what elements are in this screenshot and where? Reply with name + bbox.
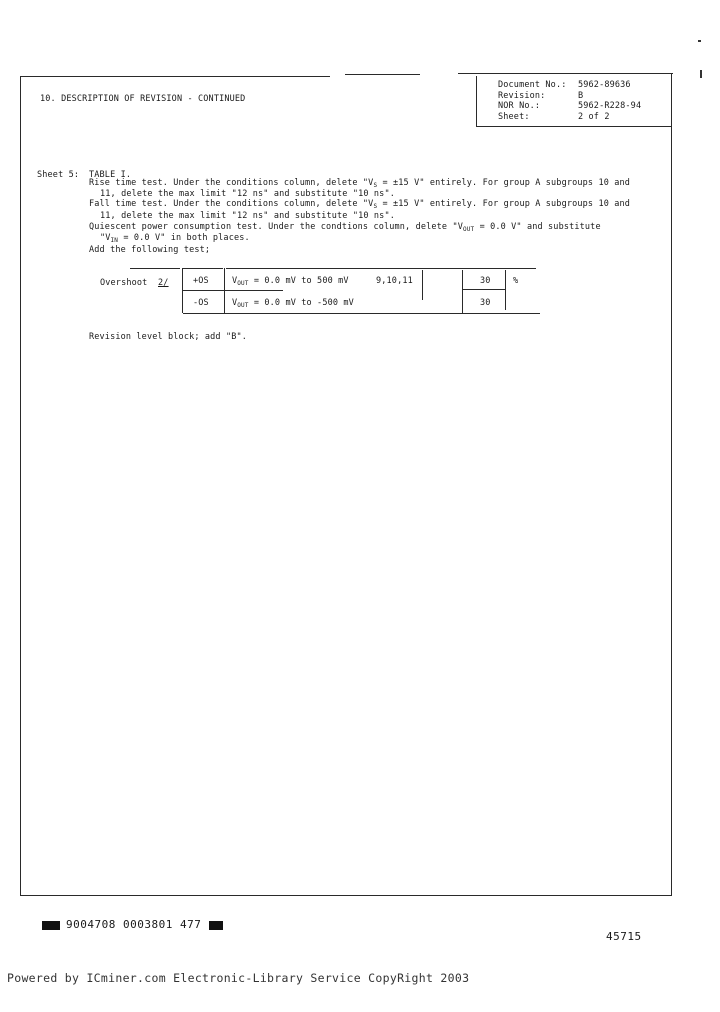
fall-time-line-2: 11, delete the max limit "12 ns" and substitute "10 ns". (100, 211, 395, 221)
doc-number-label: Document No.: (498, 80, 567, 90)
barcode-block-left (42, 921, 60, 930)
scan-mark (698, 40, 701, 42)
add-test-line: Add the following test; (89, 245, 211, 255)
barcode-text: 9004708 0003801 477 (66, 918, 202, 931)
quiescent-line-2: "$V_{IN} = 0.0$ V" in both places. (100, 233, 250, 244)
sheet-value: 2 of 2 (578, 112, 610, 122)
table-col-divider (422, 270, 423, 300)
nor-number-value: 5962-R228-94 (578, 101, 642, 111)
rise-time-line-1: Rise time test. Under the conditions column, delete "$V_S = \pm 15$ V" entirely. For group A subgroups 10 and (89, 178, 631, 189)
row-1-subgroups: 9,10,11 (376, 276, 413, 286)
table-rule-mid (463, 289, 505, 290)
test-note: 2/ (158, 278, 169, 288)
quiescent-line-1: Quiescent power consumption test. Under the condtions column, delete "$V_{OUT} = 0.0$ V" and substitute (89, 222, 601, 233)
row-1-limit: 30 (480, 276, 491, 286)
frame-right-line (671, 73, 672, 896)
footer-copyright: Powered by ICminer.com Electronic-Library Service CopyRight 2003 (7, 971, 470, 985)
table-rule-top (183, 268, 223, 269)
revision-value: B (578, 91, 584, 101)
row-1-unit: % (513, 276, 519, 286)
table-rule-bottom (183, 313, 540, 314)
table-col-divider (462, 270, 463, 313)
barcode-line (42, 918, 223, 931)
frame-top-line (20, 76, 330, 77)
table-col-divider (224, 268, 225, 313)
section-title: 10. DESCRIPTION OF REVISION - CONTINUED (40, 94, 246, 104)
frame-bottom-line (20, 895, 672, 896)
sheet-label: Sheet: (498, 112, 530, 122)
frame-top-line-right (345, 74, 420, 75)
barcode-block-right (209, 921, 223, 930)
frame-top-line-right2 (458, 73, 673, 74)
revision-label: Revision: (498, 91, 546, 101)
row-2-condition: $V_{OUT} = 0.0$ mV to -500 mV (232, 298, 354, 309)
table-rule-top (130, 268, 180, 269)
table-rule-top (226, 268, 536, 269)
frame-left-line (20, 76, 21, 896)
page-number: 45715 (606, 930, 642, 943)
fall-time-line-1: Fall time test. Under the conditions column, delete "$V_S = \pm 15$ V" entirely. For group A subgroups 10 and (89, 199, 631, 210)
table-col-divider (182, 268, 183, 313)
scan-mark (700, 70, 702, 78)
revision-block-note: Revision level block; add "B". (89, 332, 248, 342)
nor-number-label: NOR No.: (498, 101, 541, 111)
rise-time-line-2: 11, delete the max limit "12 ns" and substitute "10 ns". (100, 189, 395, 199)
doc-number-value: 5962-89636 (578, 80, 631, 90)
table-rule-mid (183, 290, 283, 291)
row-1-symbol: +OS (193, 276, 209, 286)
table-reference: TABLE I. (89, 170, 132, 180)
row-1-condition: $V_{OUT} = 0.0$ mV to 500 mV (232, 276, 349, 287)
row-2-limit: 30 (480, 298, 491, 308)
sheet-reference: Sheet 5: (37, 170, 80, 180)
row-2-symbol: -OS (193, 298, 209, 308)
test-name: Overshoot (100, 278, 148, 288)
table-col-divider (505, 270, 506, 310)
